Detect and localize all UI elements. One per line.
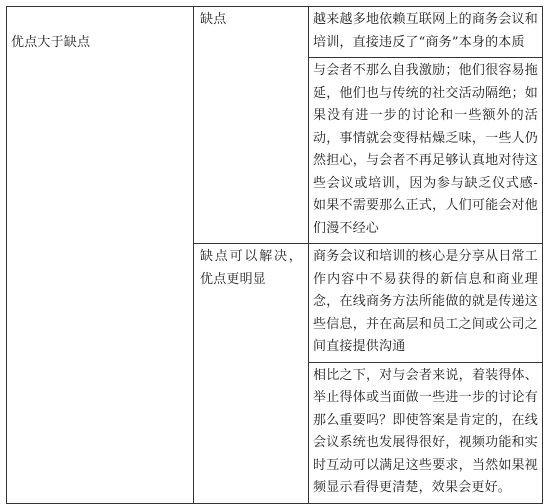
section-label-cell bbox=[194, 7, 309, 244]
section-label-solvable: 缺点可以解决，优点更明显 bbox=[200, 249, 302, 287]
paragraph-cell bbox=[309, 7, 543, 58]
paragraph-cell bbox=[309, 244, 543, 363]
paragraph-text: 与会者不那么自我激励；他们很容易拖延，他们也与传统的社交活动隔绝；如果没有进一步的讨论和一些额外的活动，事情就会变得枯燥乏味，一些人仍然担心，与会者不再足够认真地对待这些会议或培训，因为参与缺乏仪式感-如果不需要那么正式，人们可能会对他们漫不经心 bbox=[313, 63, 538, 236]
paragraph-text: 相比之下，对与会者来说，着装得体、举止得体或当面做一些进一步的讨论有那么重要吗？即使答案是肯定的，在线会议系统也发展得很好，视频功能和实时互动可以满足这些要求，当然如果视频显示看得更清楚，效果会更好。 bbox=[313, 367, 538, 495]
paragraph-text: 越来越多地依赖互联网上的商务会议和培训，直接违反了“商务”本身的本质 bbox=[313, 12, 538, 50]
row-label-cell bbox=[7, 7, 194, 504]
comparison-table bbox=[6, 6, 543, 504]
section-label-disadvantages: 缺点 bbox=[200, 12, 227, 27]
table-row bbox=[7, 7, 543, 58]
row-label: 优点大于缺点 bbox=[11, 35, 91, 50]
section-label-cell bbox=[194, 244, 309, 504]
paragraph-cell bbox=[309, 58, 543, 244]
paragraph-cell bbox=[309, 362, 543, 503]
paragraph-text: 商务会议和培训的核心是分享从日常工作内容中不易获得的新信息和商业理念，在线商务方法所能做的就是传递这些信息，并在高层和员工之间或公司之间直接提供沟通 bbox=[313, 249, 538, 354]
